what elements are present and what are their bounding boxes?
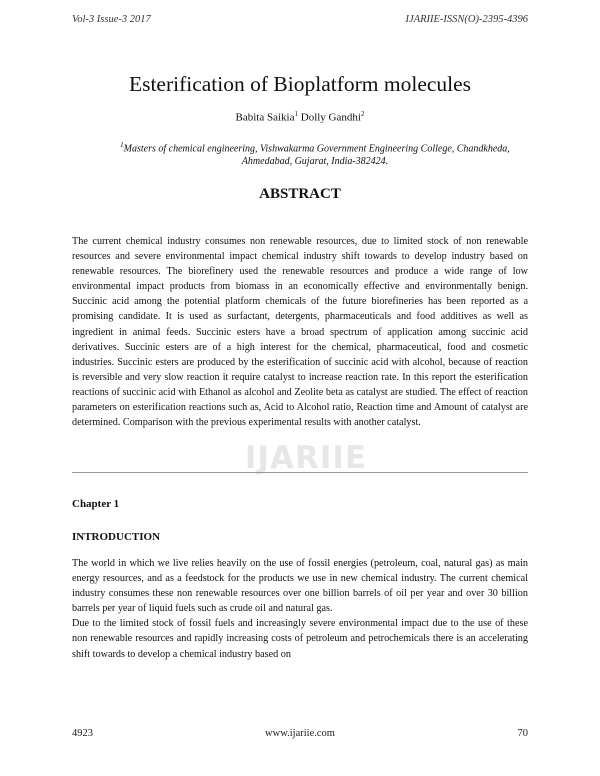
watermark-logo: IJARIIE [244,440,368,476]
footer-website-link[interactable]: www.ijariie.com [265,728,335,739]
section-divider [72,472,528,473]
authors [0,110,600,124]
affiliation-mark: 1 [120,141,124,149]
footer-issue-number: 4923 [72,728,93,739]
paragraph: Due to the limited stock of fossil fuels and increasingly severe environmental impact due to the use of these non renewable resources and rapidly increasing costs of petroleum and petrochemicals there is an accelerating shift towards to develop a chemical industry based on [72,618,528,660]
journal-issn: IJARIIE-ISSN(O)-2395-4396 [405,14,528,25]
paper-title: Esterification of Bioplatform molecules [128,72,472,96]
author-name: Dolly Gandhi [298,111,361,124]
introduction-body [72,556,528,662]
author-name: Babita Saikia [235,111,295,124]
affiliation [100,139,530,168]
page-number: 70 [517,728,528,739]
abstract-text: The current chemical industry consumes non renewable resources, due to limited stock of non renewable resources and severe environmental impact chemical industry shift towards to develop industry based on renewable resources. The biorefinery used the renewable resources and produce a wide range of low environmental impact products from biomass in an economically effective and environmentally benign. Succinic acid among the potential platform chemicals of the future biorefineries has been reported as a promising candidate. It is used as surfactant, detergents, pharmaceuticals and food additives as well as ingredient in animal feeds. Succinic esters have a broad spectrum of application among succinic acid derivatives. Succinic esters are of a high interest for the chemical, pharmaceutical, food and cosmetic industries. Succinic esters are produced by the esterification of succinic acid with alcohol, because of reaction is reversible and very slow reaction it require catalyst to increase reaction rate. In this report the esterification reactions of succinic acid with Ethanol as alcohol and Zeolite beta as catalyst are studied. The effect of reaction parameters on esterification reactions such as, Acid to Alcohol ratio, Reaction time and Amount of catalyst are determined. Comparison with the previous experimental results with another catalyst. [72,236,528,429]
chapter-label: Chapter 1 [72,498,120,510]
affiliation-text: Masters of chemical engineering, Vishwakarma Government Engineering College, Chandkheda, Ahmedabad, Gujarat, India-382424. [123,143,510,168]
section-heading: INTRODUCTION [72,531,161,543]
journal-volume: Vol-3 Issue-3 2017 [72,14,151,25]
author-affiliation-mark: 2 [360,110,365,118]
abstract-heading: ABSTRACT [259,186,341,202]
paragraph: The world in which we live relies heavily on the use of fossil energies (petroleum, coal, natural gas) as main energy resources, and as a feedstock for the products we use in new chemical industry. The current chemical industry consumes these non renewable resources over one billion barrels of oil per year and over 30 billion barrels per year of liquid fuels such as crude oil and natural gas. [72,558,528,615]
author-affiliation-mark: 1 [294,110,298,118]
